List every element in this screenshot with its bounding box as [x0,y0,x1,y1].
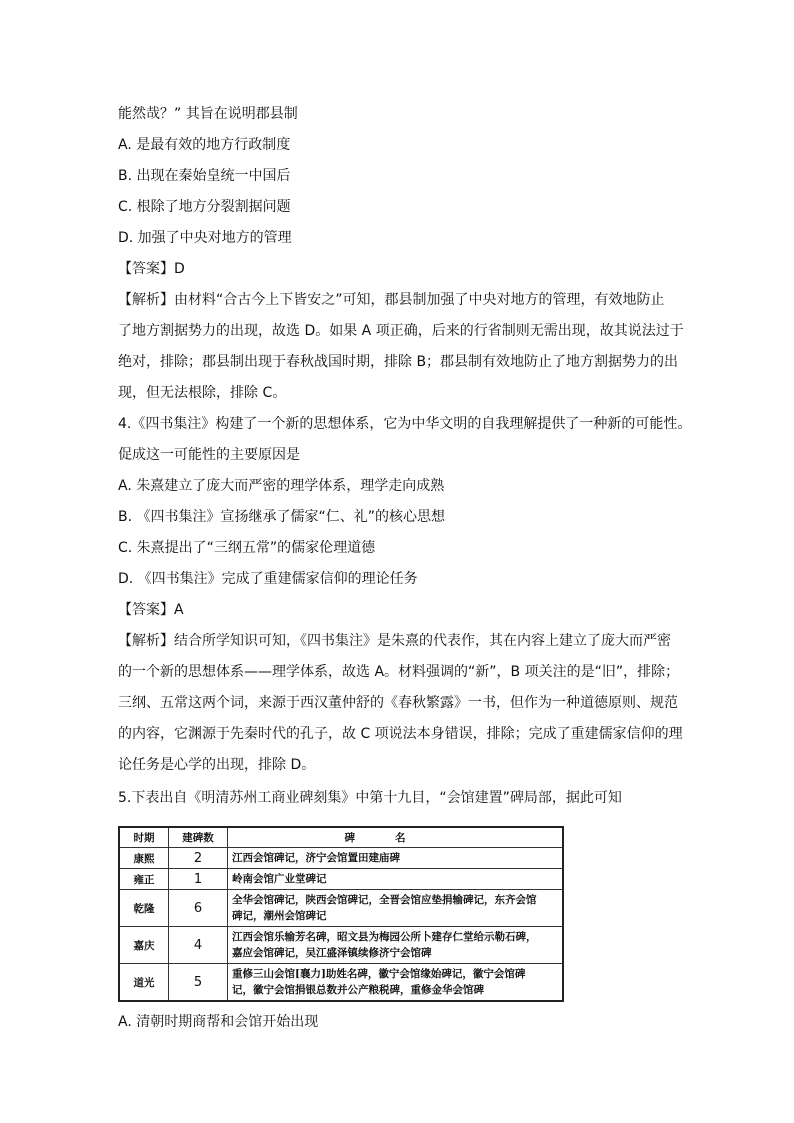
q4-analysis-line: 的一个新的思想体系——理学体系，故选 A。材料强调的“新”，B 项关注的是“旧”，排除； [118,664,680,680]
q3-option-d: D. 加强了中央对地方的管理 [118,230,292,246]
era-cell: 嘉庆 [119,927,169,964]
names-cell [228,890,564,927]
q3-analysis-line: 【解析】由材料“合古今上下皆安之”可知，郡县制加强了中央对地方的管理，有效地防止 [118,292,665,308]
names-line: 碑记，潮州会馆碑记 [232,910,327,922]
q4-option-c: C. 朱熹提出了“三纲五常”的儒家伦理道德 [118,540,376,556]
q3-answer: 【答案】D [118,261,185,277]
q4-option-a: A. 朱熹建立了庞大而严密的理学体系，理学走向成熟 [118,478,445,494]
names-cell [228,964,564,1002]
era-cell: 康熙 [119,848,169,869]
q4-analysis-line: 论任务是心学的出现，排除 D。 [118,757,316,773]
era-cell: 乾隆 [119,890,169,927]
table-row [119,890,563,927]
names-line: 岭南会馆广业堂碑记 [232,873,327,885]
header-names: 碑名 [228,827,564,848]
q3-analysis-line: 现，但无法根除，排除 C。 [118,385,287,401]
count-cell: 2 [169,848,228,869]
header-era: 时期 [119,827,169,848]
q4-analysis-line: 的内容，它渊源于先秦时代的孔子，故 C 项说法本身错误，排除；完成了重建儒家信仰的理 [118,726,683,742]
q5-stem: 5.下表出自《明清苏州工商业碑刻集》中第十九目，“会馆建置”碑局部，据此可知 [118,790,622,806]
q4-option-d: D. 《四书集注》完成了重建儒家信仰的理论任务 [118,571,418,587]
count-cell: 4 [169,927,228,964]
names-line: 全华会馆碑记，陕西会馆碑记，全晋会馆应垫捐输碑记，东齐会馆 [232,894,537,906]
q3-analysis-line: 了地方割据势力的出现，故选 D。如果 A 项正确，后来的行省制则无需出现，故其说法过于 [118,323,684,339]
names-line: 江西会馆碑记，济宁会馆置田建庙碑 [232,852,400,864]
stele-table [118,826,564,1002]
names-cell [228,869,564,890]
count-cell: 5 [169,964,228,1002]
q3-option-c: C. 根除了地方分裂割据问题 [118,199,291,215]
era-cell: 道光 [119,964,169,1002]
era-cell: 雍正 [119,869,169,890]
q4-analysis-line: 三纲、五常这两个词，来源于西汉董仲舒的《春秋繁露》一书，但作为一种道德原则、规范 [118,695,678,711]
names-line: 江西会馆乐输芳名碑，昭文县为梅园公所卜建存仁堂给示勒石碑， [232,931,537,943]
q3-option-b: B. 出现在秦始皇统一中国后 [118,168,291,184]
table-header-row [119,827,563,848]
header-count: 建碑数 [169,827,228,848]
table-row [119,848,563,869]
q4-analysis-line: 【解析】结合所学知识可知，《四书集注》是朱熹的代表作，其在内容上建立了庞大而严密 [118,633,671,649]
names-cell [228,848,564,869]
q4-stem-line: 促成这一可能性的主要原因是 [118,447,300,463]
q3-analysis-line: 绝对，排除；郡县制出现于春秋战国时期，排除 B；郡县制有效地防止了地方割据势力的出 [118,354,679,370]
q3-stem-tail: 能然哉？” 其旨在说明郡县制 [118,106,298,122]
q3-option-a: A. 是最有效的地方行政制度 [118,137,291,153]
q4-stem-line: 4.《四书集注》构建了一个新的思想体系，它为中华文明的自我理解提供了一种新的可能性。 [118,416,692,432]
table-row [119,869,563,890]
count-cell: 1 [169,869,228,890]
q5-option-a: A. 清朝时期商帮和会馆开始出现 [118,1014,319,1030]
names-line: 记，徽宁会馆捐银总数并公产粮税碑，重修金华会馆碑 [232,984,484,996]
names-cell [228,927,564,964]
q4-option-b: B. 《四书集注》宣扬继承了儒家“仁、礼”的核心思想 [118,509,446,525]
table-row [119,964,563,1002]
table-row [119,927,563,964]
names-line: 嘉应会馆碑记，吴江盛泽镇续修济宁会馆碑 [232,947,432,959]
names-line: 重修三山会馆[襄力]助姓名碑，徽宁会馆缘始碑记，徽宁会馆碑 [232,968,526,980]
count-cell: 6 [169,890,228,927]
q4-answer: 【答案】A [118,602,184,618]
